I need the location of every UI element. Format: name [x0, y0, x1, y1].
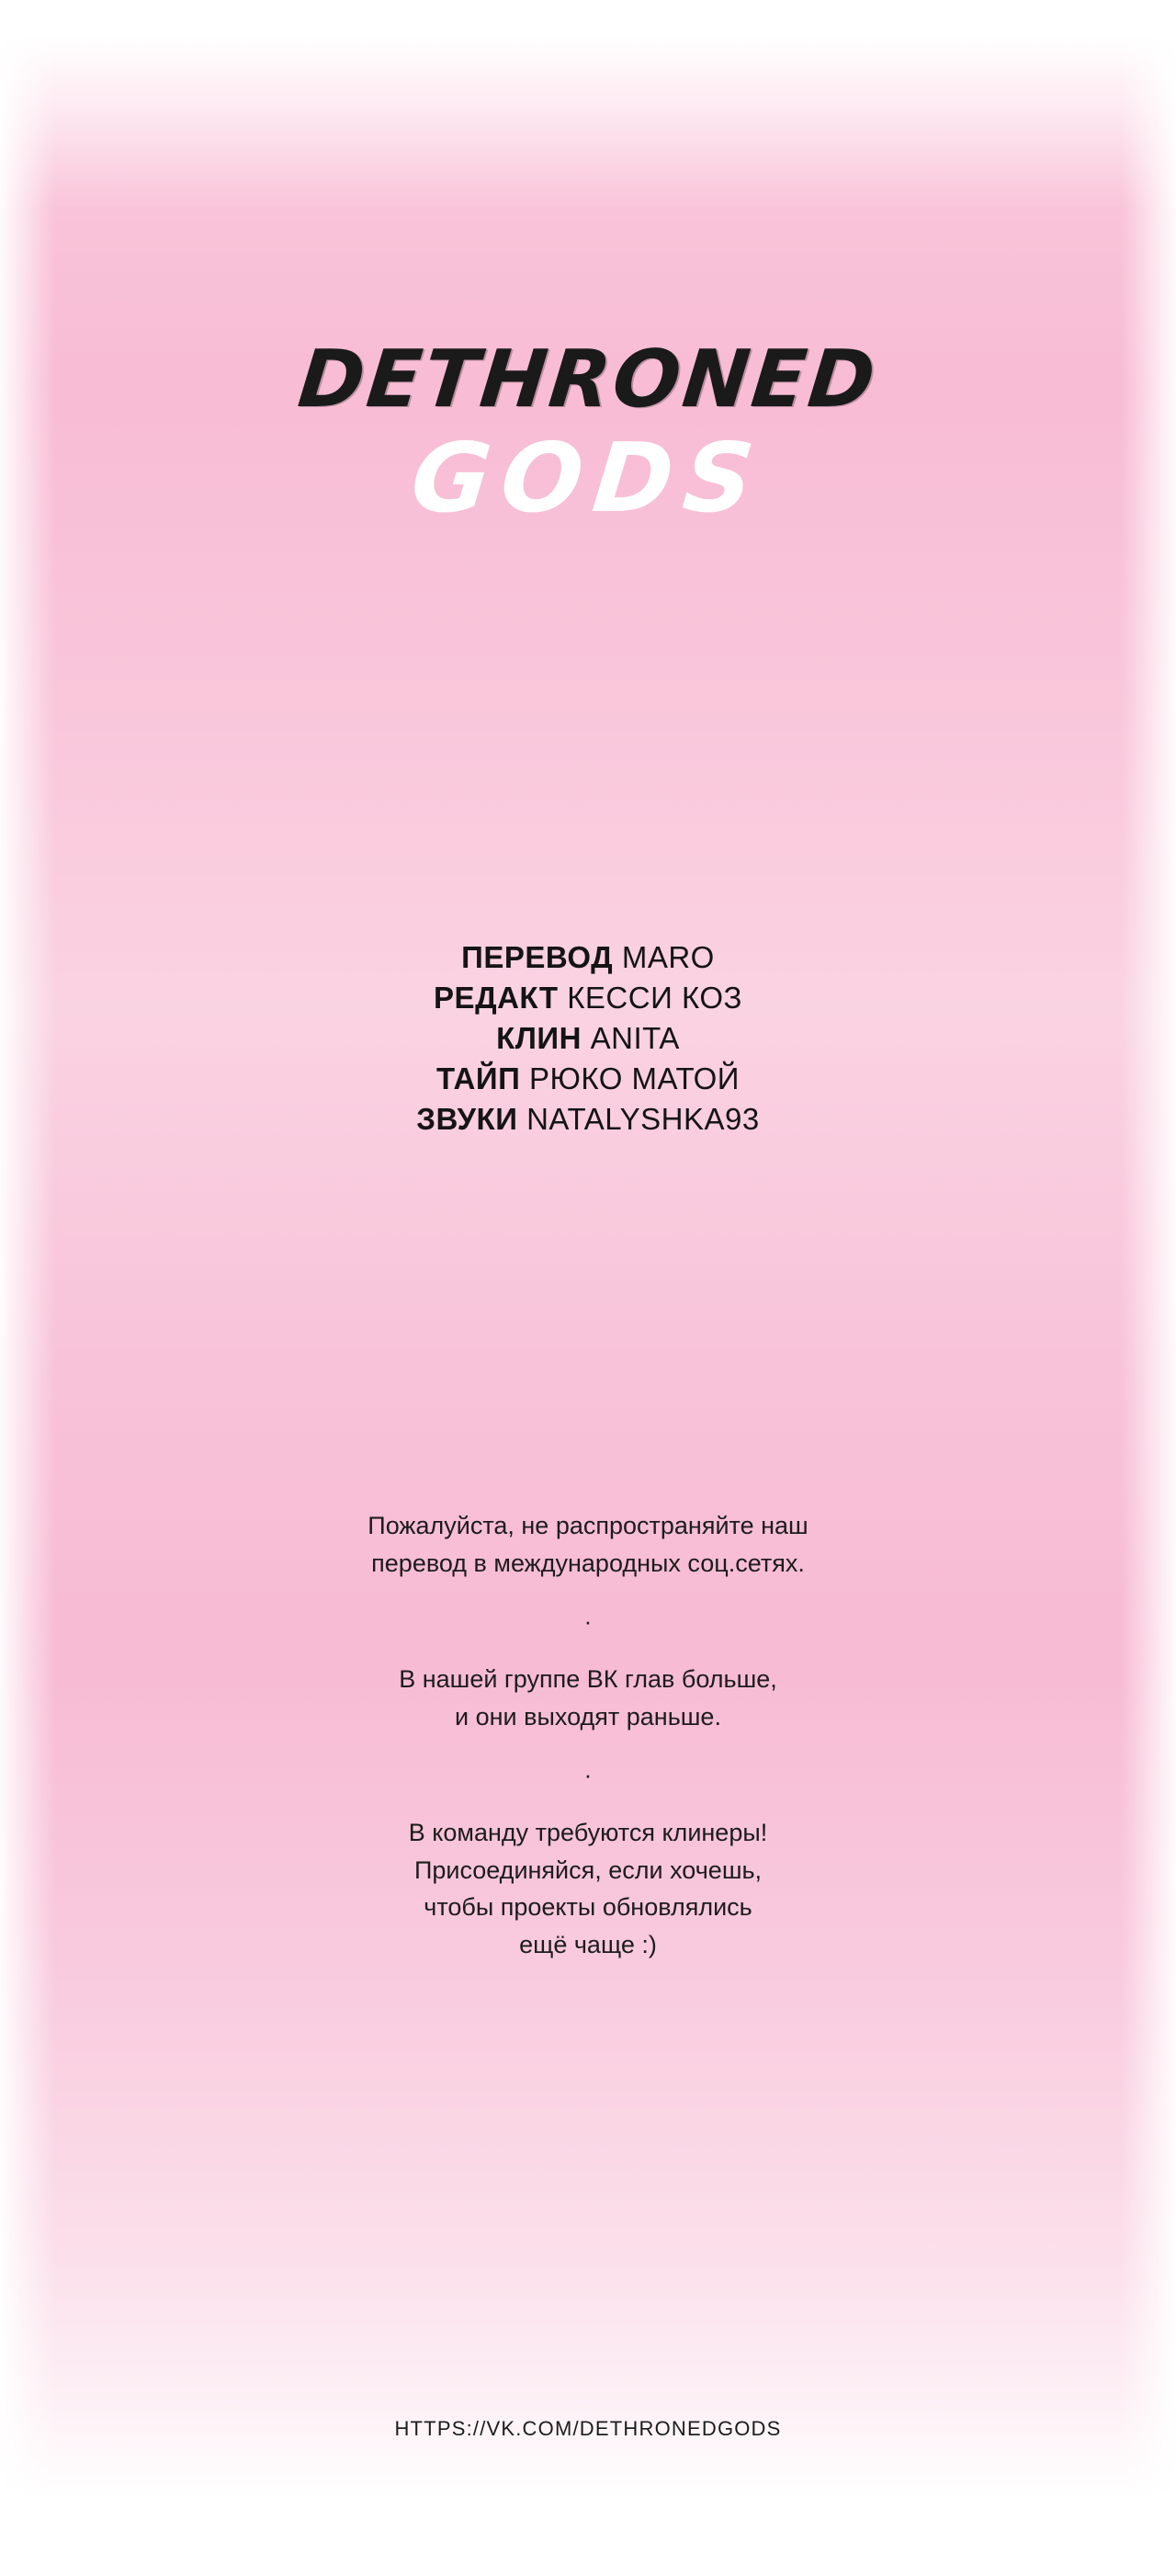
note-line: В нашей группе ВК глав больше,: [399, 1665, 777, 1693]
credit-row: [0, 978, 1176, 1018]
logo-line-dethroned: DETHRONED: [294, 334, 882, 426]
notes-block: [0, 1507, 1176, 1963]
credit-name: NATALYSHKA93: [526, 1101, 760, 1136]
credit-name: РЮКО МАТОЙ: [529, 1061, 741, 1095]
credit-role: ТАЙП: [435, 1061, 521, 1095]
credits-list: [0, 937, 1176, 1139]
credit-name: КЕССИ КОЗ: [567, 980, 742, 1015]
credit-role: ПЕРЕВОД: [461, 940, 614, 974]
note-line: ещё чаще :): [519, 1930, 657, 1958]
credit-row: [0, 937, 1176, 978]
credit-role: ЗВУКИ: [416, 1101, 518, 1136]
credit-role: РЕДАКТ: [434, 980, 559, 1015]
credit-name: MARO: [621, 940, 715, 974]
note-separator: ·: [583, 1607, 593, 1635]
credit-row: [0, 1099, 1176, 1140]
credit-row: [0, 1018, 1176, 1059]
credit-role: КЛИН: [496, 1020, 582, 1055]
note-line: Присоединяйся, если хочешь,: [413, 1855, 763, 1884]
logo-line-gods: GODS: [406, 422, 770, 534]
note-line: В команду требуются клинеры!: [408, 1819, 768, 1846]
note-vk-group: [0, 1661, 1176, 1735]
note-line: чтобы проекты обновлялись: [424, 1893, 752, 1921]
credit-row: [0, 1059, 1176, 1099]
note-line: Пожалуйста, не распространяйте наш: [368, 1512, 808, 1539]
note-separator: ·: [583, 1761, 593, 1788]
note-line: и они выходят раньше.: [455, 1702, 721, 1731]
title-logo: [0, 334, 1176, 534]
note-recruiting: [0, 1814, 1176, 1963]
footer-url[interactable]: HTTPS://VK.COM/DETHRONEDGODS: [394, 2417, 782, 2440]
credit-name: ANITA: [590, 1020, 680, 1055]
note-distribution: [0, 1507, 1176, 1582]
note-line: перевод в международных соц.сетях.: [371, 1549, 805, 1577]
